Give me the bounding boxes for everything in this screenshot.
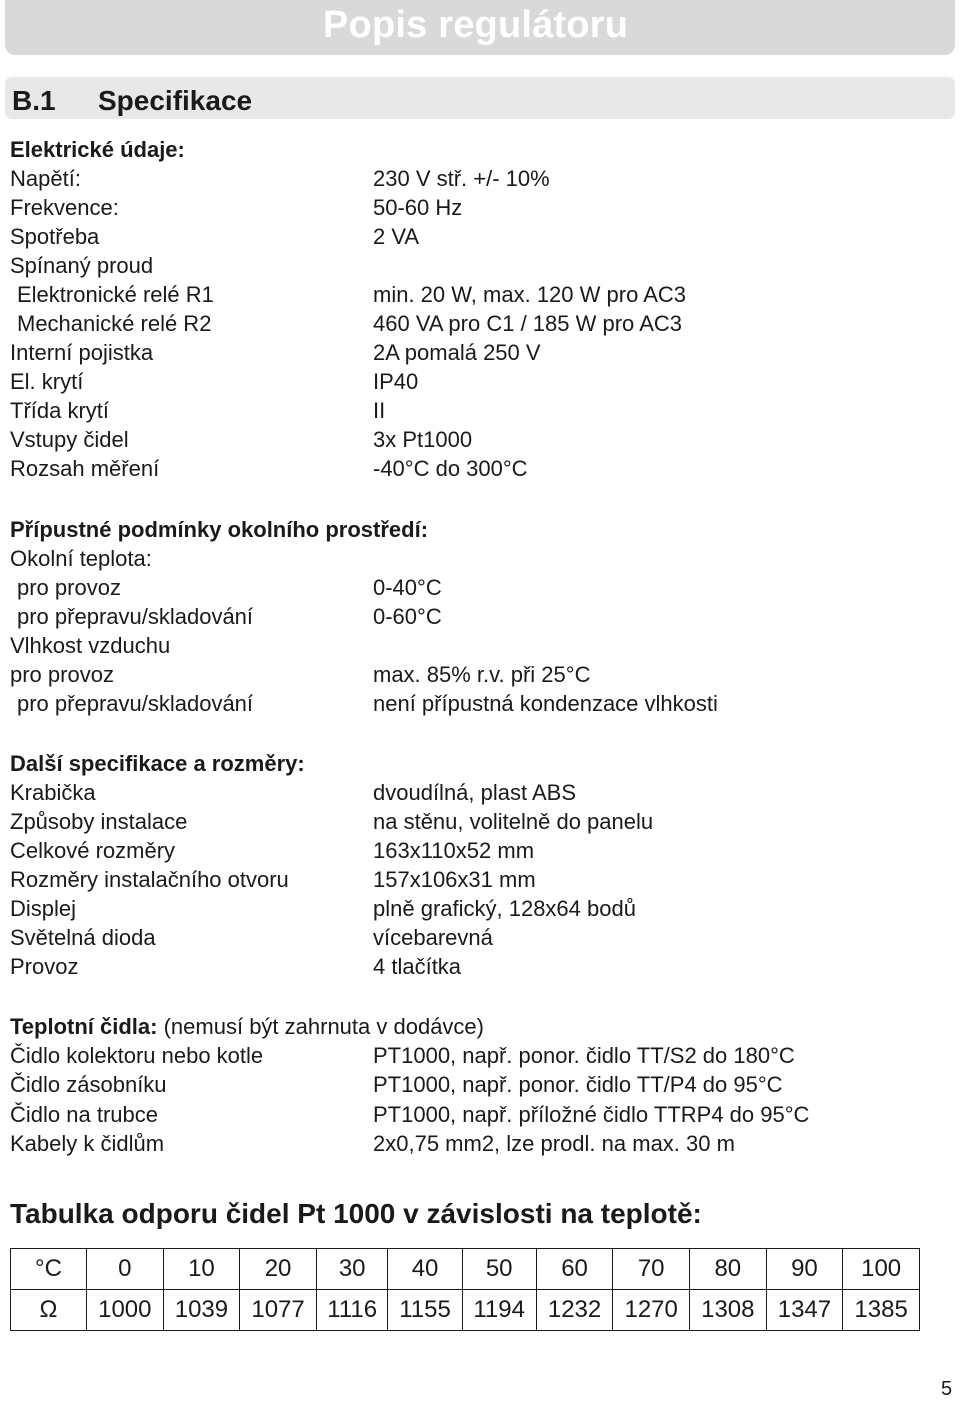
section-number: B.1 — [12, 85, 56, 116]
spec-row — [0, 954, 960, 983]
spec-value: vícebarevná — [373, 925, 493, 950]
spec-value: 460 VA pro C1 / 185 W pro AC3 — [373, 311, 682, 336]
table-cell: 1194 — [462, 1290, 536, 1331]
page-number: 5 — [941, 1378, 953, 1400]
sensors-heading — [10, 1014, 484, 1040]
spec-row — [0, 604, 960, 633]
spec-row — [0, 867, 960, 896]
sensors-heading-text: Teplotní čidla: — [10, 1014, 158, 1039]
spec-value: na stěnu, volitelně do panelu — [373, 809, 654, 834]
spec-row — [0, 456, 960, 485]
spec-label: pro provoz — [10, 662, 114, 687]
spec-label: Frekvence: — [10, 195, 119, 220]
spec-label: Vstupy čidel — [10, 427, 129, 452]
table-cell: 1385 — [843, 1290, 920, 1331]
table-cell: 1039 — [163, 1290, 240, 1331]
spec-row — [0, 662, 960, 691]
spec-label: Čidlo kolektoru nebo kotle — [10, 1043, 264, 1068]
spec-label: Celkové rozměry — [10, 838, 176, 863]
spec-value: min. 20 W, max. 120 W pro AC3 — [373, 282, 687, 307]
spec-value: 2A pomalá 250 V — [373, 340, 541, 365]
spec-label: pro provoz — [17, 575, 121, 600]
spec-row — [0, 1043, 960, 1072]
table-heading: Tabulka odporu čidel Pt 1000 v závislosti na teplotě: — [10, 1198, 702, 1229]
table-cell: 30 — [316, 1249, 388, 1290]
spec-row — [0, 340, 960, 369]
table-cell: 1155 — [388, 1290, 462, 1331]
spec-row — [0, 1131, 960, 1160]
spec-row — [0, 809, 960, 838]
table-cell: °C — [11, 1249, 87, 1290]
spec-label: Rozměry instalačního otvoru — [10, 867, 289, 892]
spec-label: Čidlo zásobníku — [10, 1072, 167, 1097]
spec-label: Elektronické relé R1 — [17, 282, 214, 307]
spec-row — [0, 224, 960, 253]
spec-label: Kabely k čidlům — [10, 1131, 165, 1156]
spec-row — [0, 427, 960, 456]
spec-value: PT1000, např. ponor. čidlo TT/P4 do 95°C — [373, 1072, 783, 1097]
spec-value: 2 VA — [373, 224, 420, 249]
spec-label: Displej — [10, 896, 77, 921]
table-cell: 1232 — [536, 1290, 613, 1331]
table-cell: 70 — [613, 1249, 690, 1290]
sensors-note: (nemusí být zahrnuta v dodávce) — [163, 1014, 484, 1039]
spec-label: Mechanické relé R2 — [17, 311, 212, 336]
spec-row — [0, 195, 960, 224]
spec-value: -40°C do 300°C — [373, 456, 528, 481]
table-cell: 1077 — [240, 1290, 317, 1331]
spec-value: 4 tlačítka — [373, 954, 462, 979]
spec-value: není přípustná kondenzace vlhkosti — [373, 691, 718, 716]
spec-row — [0, 311, 960, 340]
spec-label: Čidlo na trubce — [10, 1102, 158, 1127]
environment-heading: Přípustné podmínky okolního prostředí: — [10, 517, 429, 542]
spec-value: 0-40°C — [373, 575, 442, 600]
spec-value: IP40 — [373, 369, 419, 394]
spec-row — [0, 166, 960, 195]
spec-row — [0, 780, 960, 809]
spec-label: Způsoby instalace — [10, 809, 188, 834]
spec-label: Třída krytí — [10, 398, 110, 423]
spec-value: PT1000, např. příložné čidlo TTRP4 do 95°C — [373, 1102, 810, 1127]
spec-label: Světelná dioda — [10, 925, 156, 950]
spec-value: 50-60 Hz — [373, 195, 463, 220]
table-cell: 20 — [240, 1249, 317, 1290]
spec-row — [0, 282, 960, 311]
spec-value: 3x Pt1000 — [373, 427, 473, 452]
spec-label: Napětí: — [10, 166, 81, 191]
spec-row — [0, 575, 960, 604]
spec-label: pro přepravu/skladování — [17, 691, 254, 716]
spec-value: 157x106x31 mm — [373, 867, 536, 892]
spec-row — [0, 369, 960, 398]
spec-row — [0, 398, 960, 427]
table-cell: 1116 — [316, 1290, 388, 1331]
spec-label: Okolní teplota: — [10, 546, 152, 571]
table-cell: 1000 — [87, 1290, 164, 1331]
table-row — [11, 1290, 920, 1331]
spec-label: Interní pojistka — [10, 340, 154, 365]
table-cell: 90 — [766, 1249, 843, 1290]
table-cell: 60 — [536, 1249, 613, 1290]
table-cell: 1347 — [766, 1290, 843, 1331]
spec-row — [0, 253, 960, 282]
spec-row — [0, 838, 960, 867]
spec-row — [0, 546, 960, 575]
table-cell: 50 — [462, 1249, 536, 1290]
spec-row — [0, 691, 960, 720]
spec-label: Spínaný proud — [10, 253, 154, 278]
spec-label: Spotřeba — [10, 224, 100, 249]
spec-row — [0, 925, 960, 954]
table-cell: 80 — [689, 1249, 766, 1290]
spec-value: 163x110x52 mm — [373, 838, 535, 863]
section-bar — [5, 77, 955, 119]
table-cell: 40 — [388, 1249, 462, 1290]
table-cell: Ω — [11, 1290, 87, 1331]
spec-row — [0, 896, 960, 925]
table-cell: 10 — [163, 1249, 240, 1290]
table-cell: 100 — [843, 1249, 920, 1290]
header-bar — [5, 0, 955, 55]
spec-value: 0-60°C — [373, 604, 442, 629]
spec-value: dvoudílná, plast ABS — [373, 780, 577, 805]
table-cell: 1308 — [689, 1290, 766, 1331]
spec-value: PT1000, např. ponor. čidlo TT/S2 do 180°C — [373, 1043, 795, 1068]
dimensions-heading: Další specifikace a rozměry: — [10, 751, 305, 776]
spec-value: max. 85% r.v. při 25°C — [373, 662, 591, 687]
spec-label: pro přepravu/skladování — [17, 604, 254, 629]
spec-row — [0, 633, 960, 662]
spec-label: El. krytí — [10, 369, 84, 394]
electrical-heading: Elektrické údaje: — [10, 137, 185, 162]
table-cell: 1270 — [613, 1290, 690, 1331]
table-cell: 0 — [87, 1249, 164, 1290]
spec-value: 2x0,75 mm2, lze prodl. na max. 30 m — [373, 1131, 735, 1156]
spec-row — [0, 1072, 960, 1101]
section-title: Specifikace — [98, 85, 253, 116]
spec-label: Krabička — [10, 780, 96, 805]
spec-label: Provoz — [10, 954, 79, 979]
spec-row — [0, 1102, 960, 1131]
spec-label: Rozsah měření — [10, 456, 160, 481]
spec-label: Vlhkost vzduchu — [10, 633, 171, 658]
resistance-table — [10, 1248, 920, 1331]
page-title: Popis regulátoru — [323, 4, 629, 46]
spec-value: 230 V stř. +/- 10% — [373, 166, 550, 191]
table-row — [11, 1249, 920, 1290]
spec-value: II — [373, 398, 386, 423]
spec-value: plně grafický, 128x64 bodů — [373, 896, 636, 921]
